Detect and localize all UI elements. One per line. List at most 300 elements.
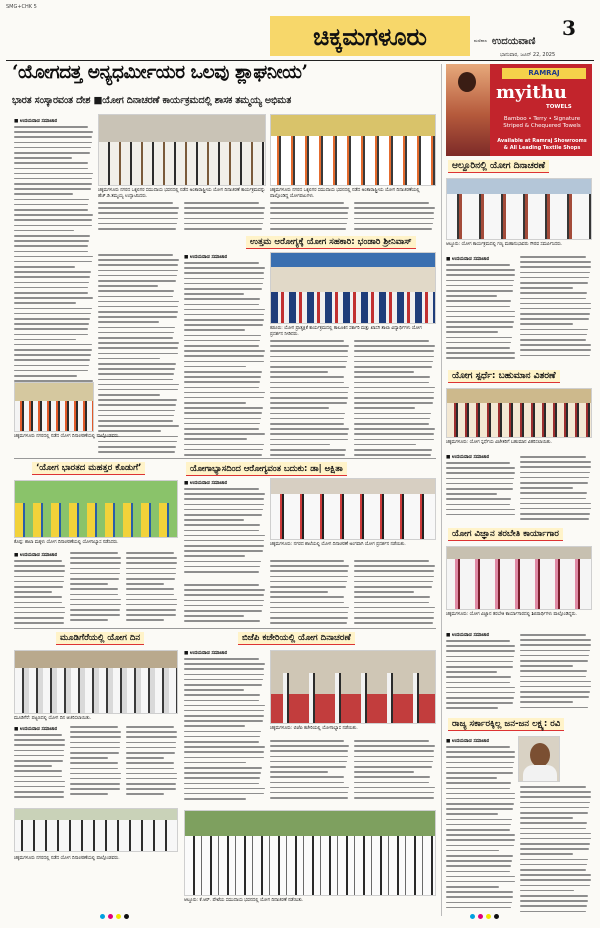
text-line	[446, 467, 515, 469]
text-line	[184, 493, 265, 495]
text-line	[184, 350, 265, 352]
text-line	[446, 472, 515, 474]
text-line	[270, 356, 348, 358]
text-line	[520, 707, 588, 709]
text-line	[126, 726, 174, 728]
text-line	[354, 449, 432, 451]
text-line	[70, 778, 121, 780]
text-line	[520, 670, 587, 672]
ad-tagline: Bamboo • Terry • Signature Striped & Chequered Towels	[503, 116, 581, 129]
text-line	[446, 756, 515, 758]
text-line	[270, 387, 349, 389]
text-line	[270, 740, 344, 742]
text-line	[98, 441, 177, 443]
text-line	[354, 433, 434, 435]
text-line	[446, 808, 513, 810]
text-line	[446, 478, 514, 480]
text-line	[446, 746, 510, 748]
text-line	[270, 576, 348, 578]
text-line	[520, 696, 589, 698]
text-line	[184, 514, 262, 516]
text-line	[520, 838, 591, 840]
text-line	[270, 202, 344, 204]
bharat-body-col-1	[14, 560, 66, 628]
text-line	[520, 890, 574, 892]
text-line	[14, 188, 91, 190]
health-story-title: ಉತ್ತಮ ಆರೋಗ್ಯಕ್ಕೆ ಯೋಗ ಸಹಕಾರಿ: ಭಂಡಾರಿ ಶ್ರೀನಿವಾಸ್	[246, 236, 416, 249]
header-rule	[6, 60, 594, 61]
text-line	[14, 142, 92, 144]
text-line	[184, 720, 263, 722]
text-line	[520, 482, 588, 484]
text-line	[98, 316, 177, 318]
text-line	[184, 433, 265, 435]
text-line	[354, 454, 431, 456]
text-line	[14, 235, 90, 237]
text-line	[184, 767, 262, 769]
text-line	[184, 418, 261, 420]
text-line	[98, 379, 173, 381]
text-line	[354, 207, 435, 209]
text-line	[14, 147, 91, 149]
text-line	[354, 756, 434, 758]
text-line	[14, 225, 92, 227]
bhakti-photo	[270, 478, 436, 540]
text-line	[98, 207, 179, 209]
text-line	[446, 687, 515, 689]
text-line	[520, 676, 586, 678]
text-line	[14, 612, 65, 614]
text-line	[184, 509, 263, 511]
text-line	[354, 586, 432, 588]
text-line	[354, 382, 429, 384]
text-line	[446, 803, 514, 805]
text-line	[184, 594, 264, 596]
text-line	[184, 298, 260, 300]
text-line	[184, 449, 263, 451]
text-line	[270, 428, 349, 430]
text-line	[98, 410, 175, 412]
text-line	[446, 865, 511, 867]
text-line	[270, 444, 330, 446]
bharat-photo	[14, 480, 178, 538]
text-line	[70, 793, 108, 795]
text-line	[446, 321, 514, 323]
text-line	[270, 622, 347, 624]
text-line	[14, 786, 65, 788]
text-line	[14, 344, 92, 346]
text-line	[446, 498, 511, 500]
text-line	[126, 552, 174, 554]
text-line	[98, 353, 178, 355]
text-line	[98, 347, 178, 349]
text-line	[354, 439, 434, 441]
text-line	[354, 387, 435, 389]
text-line	[98, 285, 158, 287]
text-line	[98, 430, 161, 432]
ravi-body-col-2	[520, 786, 592, 916]
text-line	[98, 275, 177, 277]
science-photo	[446, 546, 592, 610]
text-line	[184, 530, 259, 532]
text-line	[446, 290, 513, 292]
text-line	[14, 328, 88, 330]
text-line	[184, 314, 264, 316]
registration-mark	[494, 914, 499, 919]
text-line	[184, 423, 260, 425]
text-line	[446, 493, 497, 495]
text-line	[520, 807, 589, 809]
mudigere-photo	[14, 650, 178, 714]
text-line	[520, 650, 590, 652]
text-line	[184, 772, 261, 774]
text-line	[184, 407, 263, 409]
mudigere-body-col-3	[126, 726, 178, 802]
text-line	[14, 162, 88, 164]
text-line	[270, 602, 344, 604]
text-line	[446, 306, 510, 308]
text-line	[126, 594, 174, 596]
text-line	[184, 658, 259, 660]
bharat-title: ‘ಯೋಗ ಭಾರತದ ಮಹತ್ತರ ಕೊಡುಗೆ’	[32, 462, 145, 475]
text-line	[184, 689, 244, 691]
text-line	[354, 376, 430, 378]
text-line	[354, 350, 434, 352]
mudigere-byline: ■ ಉದಯವಾಣಿ ಸಮಾಚಾರ	[14, 727, 58, 732]
text-line	[126, 609, 176, 611]
text-line	[184, 700, 259, 702]
text-line	[520, 639, 591, 641]
text-line	[98, 264, 178, 266]
ad-logo: myithu	[496, 82, 567, 103]
text-line	[520, 308, 591, 310]
ravi-portrait	[518, 736, 560, 782]
text-line	[270, 617, 348, 619]
text-line	[446, 504, 510, 506]
masthead: ಚಿಕ್ಕಮಗಳೂರು	[270, 16, 470, 56]
text-line	[520, 456, 586, 458]
health-body-col-3	[270, 340, 350, 460]
ravi-body-col-1	[446, 746, 516, 916]
bhakti-caption: ಚಿಕ್ಕಮಗಳೂರು: ನಗರದ ಶಾಲೆಯಲ್ಲಿ ಯೋಗ ದಿನಾಚರಣೆ ಅಂಗವಾಗಿ ಯೋಗ ಪ್ರದರ್ಶನ ನಡೆಯಿತು.	[270, 542, 406, 547]
text-line	[446, 342, 511, 344]
text-line	[98, 363, 176, 365]
text-line	[184, 202, 259, 204]
text-line	[14, 734, 62, 736]
text-line	[184, 340, 260, 342]
text-line	[520, 681, 591, 683]
text-line	[98, 327, 175, 329]
text-line	[184, 751, 264, 753]
text-line	[446, 352, 515, 354]
text-line	[446, 834, 515, 836]
text-line	[446, 871, 510, 873]
text-line	[126, 736, 177, 738]
text-line	[14, 359, 90, 361]
text-line	[446, 907, 511, 909]
text-line	[354, 345, 435, 347]
text-line	[70, 773, 121, 775]
text-line	[354, 750, 434, 752]
text-line	[98, 259, 179, 261]
text-line	[446, 514, 515, 516]
text-line	[354, 560, 429, 562]
text-line	[520, 287, 573, 289]
text-line	[446, 650, 515, 652]
text-line	[520, 292, 587, 294]
bjp-body-col-3	[354, 740, 436, 806]
bjp-body-col-2	[270, 740, 350, 806]
text-line	[98, 228, 176, 230]
lead-photo-2	[270, 114, 436, 186]
text-line	[520, 355, 590, 357]
text-line	[126, 788, 176, 790]
text-line	[98, 425, 179, 427]
text-line	[14, 770, 62, 772]
text-line	[446, 886, 499, 888]
text-line	[354, 392, 434, 394]
text-line	[14, 276, 90, 278]
bjp-title: ಬಿಜೆಪಿ ಕಚೇರಿಯಲ್ಲಿ ಯೋಗ ದಿನಾಚರಣೆ	[238, 632, 355, 645]
text-line	[520, 796, 591, 798]
registration-mark	[116, 914, 121, 919]
bharat-body-col-3	[126, 552, 178, 628]
text-line	[520, 786, 586, 788]
text-line	[98, 342, 179, 344]
text-line	[520, 833, 591, 835]
contest-byline: ■ ಉದಯವಾಣಿ ಸಮಾಚಾರ	[446, 455, 490, 460]
text-line	[98, 301, 179, 303]
text-line	[14, 323, 89, 325]
text-line	[446, 682, 510, 684]
text-line	[70, 588, 118, 590]
text-line	[354, 591, 414, 593]
text-line	[14, 178, 92, 180]
text-line	[446, 337, 512, 339]
text-line	[446, 692, 515, 694]
text-line	[270, 413, 345, 415]
text-line	[354, 792, 434, 794]
section-rule	[14, 628, 436, 629]
ramraj-advertisement[interactable]	[446, 64, 592, 156]
text-line	[184, 777, 260, 779]
text-line	[14, 370, 88, 372]
text-line	[446, 798, 515, 800]
text-line	[520, 318, 589, 320]
text-line	[520, 261, 591, 263]
lead-caption-2: ಚಿಕ್ಕಮಗಳೂರು ನಗರದ ಒಕ್ಕಲಿಗರ ಸಮುದಾಯ ಭವನದಲ್ಲಿ ನಡೆದ ಅಂತಾರಾಷ್ಟ್ರೀಯ ಯೋಗ ದಿನಾಚರಣೆಯಲ್ಲಿ ಪಾಲ್ಗೊಂಡಿದ್ದ ಯೋಗಪಟುಗಳು.	[270, 188, 420, 199]
text-line	[354, 607, 435, 609]
text-line	[70, 599, 121, 601]
bhakti-body-col-4	[354, 560, 436, 628]
text-line	[446, 782, 511, 784]
text-line	[98, 311, 178, 313]
text-line	[70, 552, 118, 554]
text-line	[270, 756, 348, 758]
text-line	[14, 168, 88, 170]
text-line	[354, 428, 435, 430]
text-line	[270, 218, 348, 220]
registration-mark	[470, 914, 475, 919]
lead-body-col-1	[14, 126, 94, 394]
text-line	[184, 561, 261, 563]
text-line	[98, 223, 177, 225]
text-line	[446, 676, 511, 678]
text-line	[446, 702, 513, 704]
text-line	[184, 444, 264, 446]
page-number: 3	[562, 16, 576, 40]
science-byline: ■ ಉದಯವಾಣಿ ಸಮಾಚಾರ	[446, 633, 490, 638]
text-line	[14, 791, 64, 793]
text-line	[354, 397, 434, 399]
text-line	[184, 402, 246, 404]
text-line	[184, 498, 264, 500]
lead-body-col-5	[354, 202, 436, 236]
text-line	[184, 788, 265, 790]
text-line	[520, 885, 590, 887]
health-body-col-4	[354, 340, 436, 460]
text-line	[520, 298, 586, 300]
text-line	[98, 202, 173, 204]
text-line	[14, 755, 64, 757]
text-line	[14, 297, 93, 299]
text-line	[14, 183, 92, 185]
text-line	[520, 272, 590, 274]
text-line	[126, 742, 176, 744]
bjp-body-col-1	[184, 658, 266, 806]
text-line	[270, 418, 344, 420]
lead-photo-3	[14, 382, 94, 432]
text-line	[98, 368, 175, 370]
bharat-byline: ■ ಉದಯವಾಣಿ ಸಮಾಚಾರ	[14, 553, 58, 558]
text-line	[184, 540, 264, 542]
text-line	[14, 152, 90, 154]
text-line	[520, 477, 589, 479]
registration-mark	[100, 914, 105, 919]
text-line	[446, 645, 515, 647]
text-line	[446, 509, 515, 511]
bhakti-title: ಯೋಗಾಭ್ಯಾಸದಿಂದ ಆರೋಗ್ಯವಂತ ಬದುಕು: ಡಾ| ಅಕ್ಷಿತಾ	[186, 462, 347, 476]
text-line	[14, 204, 88, 206]
health-caption: ಕಡೂರು: ಯೋಗ ಪ್ರಾತ್ಯಕ್ಷಿಕೆ ಕಾರ್ಯಕ್ರಮದಲ್ಲಿ ತಾಲೂಕಿನ ಸರ್ಕಾರಿ ಮತ್ತು ಖಾಸಗಿ ಶಾಲಾ ವಿದ್ಯಾರ್ಥಿಗಳು ಯೋಗ ಪ್ರದರ್ಶನ ನೀಡಿದರು.	[270, 326, 422, 337]
text-line	[184, 555, 245, 557]
text-line	[184, 746, 265, 748]
text-line	[126, 614, 176, 616]
health-photo	[270, 252, 436, 324]
text-line	[184, 387, 259, 389]
text-line	[354, 356, 434, 358]
text-line	[98, 270, 178, 272]
text-line	[184, 757, 264, 759]
text-line	[446, 707, 498, 709]
text-line	[520, 665, 573, 667]
text-line	[184, 550, 263, 552]
text-line	[520, 282, 588, 284]
text-line	[14, 261, 92, 263]
alduru-body-col-1	[446, 264, 516, 364]
text-line	[270, 361, 347, 363]
text-line	[14, 193, 73, 195]
text-line	[270, 397, 348, 399]
text-line	[520, 487, 573, 489]
text-line	[446, 793, 515, 795]
text-line	[126, 783, 176, 785]
text-line	[270, 407, 329, 409]
text-line	[70, 752, 119, 754]
text-line	[98, 337, 173, 339]
alduru-title: ಆಲ್ದೂರಿನಲ್ಲಿ ಯೋಗ ದಿನಾಚರಣೆ	[448, 160, 549, 173]
text-line	[354, 218, 434, 220]
text-line	[14, 292, 88, 294]
text-line	[520, 644, 591, 646]
text-line	[446, 300, 511, 302]
text-line	[184, 397, 264, 399]
text-line	[446, 860, 512, 862]
text-line	[98, 399, 177, 401]
text-line	[446, 280, 514, 282]
text-line	[520, 802, 590, 804]
registration-mark	[478, 914, 483, 919]
text-line	[446, 751, 515, 753]
text-line	[446, 285, 513, 287]
text-line	[520, 472, 590, 474]
text-line	[520, 686, 591, 688]
text-line	[520, 518, 589, 520]
alduru-photo	[446, 178, 592, 240]
text-line	[520, 498, 586, 500]
text-line	[184, 663, 265, 665]
text-line	[520, 461, 591, 463]
text-line	[184, 319, 264, 321]
text-line	[70, 731, 121, 733]
text-line	[354, 776, 430, 778]
text-line	[126, 619, 164, 621]
text-line	[354, 581, 433, 583]
text-line	[126, 599, 177, 601]
text-line	[14, 565, 65, 567]
text-line	[520, 339, 586, 341]
text-line	[184, 412, 262, 414]
text-line	[270, 228, 346, 230]
text-line	[270, 612, 348, 614]
text-line	[270, 371, 328, 373]
text-line	[184, 519, 244, 521]
text-line	[184, 566, 260, 568]
text-line	[184, 267, 265, 269]
mudigere-title: ಮೂಡಿಗೆರೆಯಲ್ಲಿ ಯೋಗ ದಿನ	[56, 632, 144, 645]
text-line	[126, 578, 175, 580]
text-line	[98, 218, 178, 220]
text-line	[126, 778, 177, 780]
text-line	[14, 173, 93, 175]
text-line	[126, 793, 164, 795]
ad-subline: TOWELS	[546, 104, 572, 110]
text-line	[446, 902, 512, 904]
text-line	[184, 783, 259, 785]
text-line	[520, 691, 590, 693]
text-line	[520, 344, 591, 346]
text-line	[520, 634, 586, 636]
text-line	[184, 428, 259, 430]
ad-model-photo	[446, 64, 490, 156]
text-line	[126, 752, 175, 754]
ad-brand: RAMRAJ	[502, 68, 586, 79]
text-line	[446, 819, 512, 821]
text-line	[184, 288, 262, 290]
text-line	[270, 223, 347, 225]
text-line	[354, 212, 434, 214]
text-line	[270, 402, 347, 404]
